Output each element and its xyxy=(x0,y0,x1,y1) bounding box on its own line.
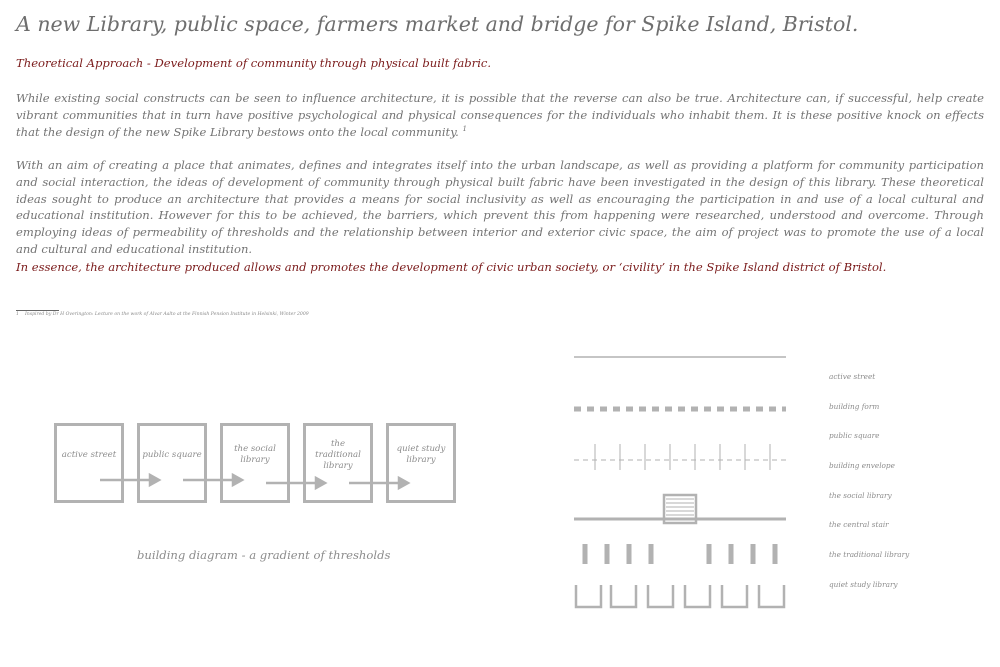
legend-building-envelope: building envelope xyxy=(829,461,895,470)
stair-treads xyxy=(666,499,694,515)
layer-diagram xyxy=(560,345,800,615)
section-subtitle: Theoretical Approach - Development of community through physical built fabric. xyxy=(16,56,492,70)
page-title: A new Library, public space, farmers market and bridge for Spike Island, Bristol. xyxy=(16,12,859,36)
threshold-box-label: the traditional library xyxy=(315,438,361,471)
paragraph-one-text: While existing social constructs can be seen to influence architecture, it is possible that the reverse can also be true. Architecture can, if successful, help create vibrant communities that in turn have positive psychological and physical consequences for the individuals who inhabit them. It is these positive knock on effects that the design of the new Spike Library bestows onto the local community. xyxy=(16,91,984,139)
footnote xyxy=(16,312,309,317)
threshold-box-public-square xyxy=(137,423,207,503)
legend-building-form: building form xyxy=(829,402,880,411)
quiet-study-cells xyxy=(576,585,784,607)
threshold-box-label: quiet study library xyxy=(396,444,446,465)
paragraph-two: With an aim of creating a place that animates, defines and integrates itself into the urban landscape, as well as providing a platform for community participation and social interaction, the ideas of development of community through physical built fabric have been investigated in the design of this library. These theoretical ideas sought to produce an architecture that provides a means for social inclusivity as well as encouraging the participation in and use of a local cultural and educational institution. However for this to be achieved, the barriers, which prevent this from happening were researched, understood and overcome. Through employing ideas of permeability of thresholds and the relationship between interior and exterior civic space, the aim of project was to promote the use of a local and cultural and educational institution. xyxy=(16,158,984,256)
threshold-box-active-street xyxy=(54,423,124,503)
legend-central-stair: the central stair xyxy=(829,520,889,529)
footnote-divider xyxy=(16,310,59,311)
footnote-text: Inspired by Dr H Overington: Lecture on the work of Alvar Aalto at the Finnish Pension Institute in Helsinki, Winter 2009 xyxy=(24,312,309,317)
paragraph-one xyxy=(16,90,984,140)
legend-social-library: the social library xyxy=(829,491,892,500)
traditional-library-bars xyxy=(585,544,775,564)
footnote-reference: 1 xyxy=(462,124,467,133)
threshold-box-social-library xyxy=(220,423,290,503)
threshold-box-label: the social library xyxy=(234,444,276,465)
legend-traditional-library: the traditional library xyxy=(829,550,910,559)
footnote-number: 1 xyxy=(16,312,19,317)
threshold-box-label: public square xyxy=(142,449,202,460)
threshold-box-quiet-study xyxy=(386,423,456,503)
legend-quiet-study: quiet study library xyxy=(829,580,898,589)
legend-public-square: public square xyxy=(829,431,880,440)
essence-statement: In essence, the architecture produced allows and promotes the development of civic urban society, or ‘civility’ in the Spike Island district of Bristol. xyxy=(16,260,887,274)
threshold-box-label: active street xyxy=(61,449,117,460)
building-envelope-ticks xyxy=(595,444,770,470)
legend-active-street: active street xyxy=(829,372,876,381)
threshold-box-traditional-library xyxy=(303,423,373,503)
diagram-caption: building diagram - a gradient of thresholds xyxy=(137,548,391,562)
